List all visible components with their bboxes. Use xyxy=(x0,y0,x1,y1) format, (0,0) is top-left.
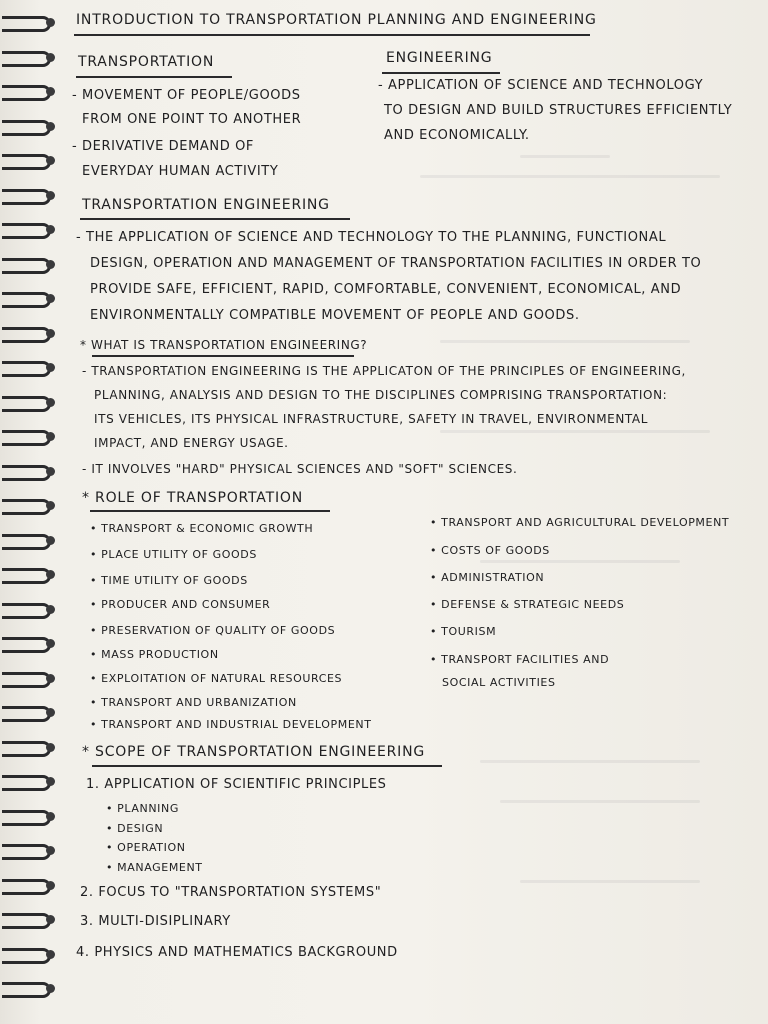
what-is-line: ITS VEHICLES, ITS PHYSICAL INFRASTRUCTURE, SAFETY IN TRAVEL, ENVIRONMENTAL xyxy=(94,412,649,426)
spiral-coil xyxy=(2,704,54,722)
scope-item: 1. APPLICATION OF SCIENTIFIC PRINCIPLES xyxy=(86,777,387,792)
spiral-coil xyxy=(2,14,54,32)
what-is-line: - IT INVOLVES "HARD" PHYSICAL SCIENCES AND "SOFT" SCIENCES. xyxy=(82,462,518,476)
what-is-underline xyxy=(92,355,354,357)
spiral-coil xyxy=(2,118,54,136)
scope-underline xyxy=(92,765,442,767)
spiral-coil xyxy=(2,394,54,412)
role-item: • EXPLOITATION OF NATURAL RESOURCES xyxy=(90,672,343,685)
te-line: - THE APPLICATION OF SCIENCE AND TECHNOLOGY TO THE PLANNING, FUNCTIONAL xyxy=(76,230,667,245)
spiral-coil xyxy=(2,877,54,895)
spiral-coil xyxy=(2,463,54,481)
spiral-coil xyxy=(2,290,54,308)
spiral-coil xyxy=(2,497,54,515)
transportation-engineering-heading: TRANSPORTATION ENGINEERING xyxy=(82,197,330,213)
role-item: • TRANSPORT AND AGRICULTURAL DEVELOPMENT xyxy=(430,516,730,529)
role-item: • TRANSPORT AND URBANIZATION xyxy=(90,696,297,709)
spiral-coil xyxy=(2,670,54,688)
scope-sub-item: • MANAGEMENT xyxy=(106,861,203,874)
spiral-binding xyxy=(0,0,62,1024)
scope-heading: * SCOPE OF TRANSPORTATION ENGINEERING xyxy=(82,744,426,760)
spiral-coil xyxy=(2,980,54,998)
transportation-point: - MOVEMENT OF PEOPLE/GOODS xyxy=(72,88,301,103)
spiral-coil xyxy=(2,739,54,757)
scope-sub-item: • PLANNING xyxy=(106,802,179,815)
spiral-coil xyxy=(2,635,54,653)
role-item: • TRANSPORT AND INDUSTRIAL DEVELOPMENT xyxy=(90,718,372,731)
what-is-line: - TRANSPORTATION ENGINEERING IS THE APPLICATON OF THE PRINCIPLES OF ENGINEERING, xyxy=(82,364,686,378)
page-title: INTRODUCTION TO TRANSPORTATION PLANNING AND ENGINEERING xyxy=(76,12,597,28)
role-item: • PLACE UTILITY OF GOODS xyxy=(90,548,257,561)
engineering-heading: ENGINEERING xyxy=(386,50,493,66)
transportation-underline xyxy=(76,76,232,78)
te-underline xyxy=(80,218,350,220)
engineering-underline xyxy=(382,72,500,74)
transportation-point: - DERIVATIVE DEMAND OF xyxy=(72,139,254,154)
spiral-coil xyxy=(2,601,54,619)
role-heading: * ROLE OF TRANSPORTATION xyxy=(82,490,303,506)
spiral-coil xyxy=(2,221,54,239)
role-item: • TIME UTILITY OF GOODS xyxy=(90,574,248,587)
role-item: SOCIAL ACTIVITIES xyxy=(442,676,556,689)
scope-item: 2. FOCUS TO "TRANSPORTATION SYSTEMS" xyxy=(80,885,382,900)
engineering-point: TO DESIGN AND BUILD STRUCTURES EFFICIENTLY xyxy=(384,103,733,118)
spiral-coil xyxy=(2,532,54,550)
role-item: • DEFENSE & STRATEGIC NEEDS xyxy=(430,598,625,611)
scope-item: 3. MULTI-DISIPLINARY xyxy=(80,914,231,929)
transportation-heading: TRANSPORTATION xyxy=(78,54,215,70)
transportation-point: EVERYDAY HUMAN ACTIVITY xyxy=(82,164,279,179)
spiral-coil xyxy=(2,152,54,170)
what-is-heading: * WHAT IS TRANSPORTATION ENGINEERING? xyxy=(80,338,368,352)
spiral-coil xyxy=(2,808,54,826)
spiral-coil xyxy=(2,325,54,343)
spiral-coil xyxy=(2,773,54,791)
te-line: PROVIDE SAFE, EFFICIENT, RAPID, COMFORTABLE, CONVENIENT, ECONOMICAL, AND xyxy=(90,282,682,297)
role-item: • MASS PRODUCTION xyxy=(90,648,219,661)
spiral-coil xyxy=(2,187,54,205)
role-item: • COSTS OF GOODS xyxy=(430,544,550,557)
spiral-coil xyxy=(2,49,54,67)
scope-item: 4. PHYSICS AND MATHEMATICS BACKGROUND xyxy=(76,945,398,960)
title-underline xyxy=(74,34,590,36)
role-item: • TRANSPORT FACILITIES AND xyxy=(430,653,610,666)
spiral-coil xyxy=(2,256,54,274)
spiral-coil xyxy=(2,946,54,964)
role-underline xyxy=(90,510,330,512)
te-line: ENVIRONMENTALLY COMPATIBLE MOVEMENT OF PEOPLE AND GOODS. xyxy=(90,308,580,323)
spiral-coil xyxy=(2,842,54,860)
scope-sub-item: • OPERATION xyxy=(106,841,186,854)
what-is-line: PLANNING, ANALYSIS AND DESIGN TO THE DISCIPLINES COMPRISING TRANSPORTATION: xyxy=(94,388,668,402)
spiral-coil xyxy=(2,428,54,446)
role-item: • ADMINISTRATION xyxy=(430,571,545,584)
role-item: • PRESERVATION OF QUALITY OF GOODS xyxy=(90,624,336,637)
transportation-point: FROM ONE POINT TO ANOTHER xyxy=(82,112,302,127)
spiral-coil xyxy=(2,83,54,101)
spiral-coil xyxy=(2,359,54,377)
role-item: • PRODUCER AND CONSUMER xyxy=(90,598,271,611)
engineering-point: AND ECONOMICALLY. xyxy=(384,128,530,143)
role-item: • TOURISM xyxy=(430,625,497,638)
spiral-coil xyxy=(2,566,54,584)
scope-sub-item: • DESIGN xyxy=(106,822,164,835)
te-line: DESIGN, OPERATION AND MANAGEMENT OF TRANSPORTATION FACILITIES IN ORDER TO xyxy=(90,256,702,271)
what-is-line: IMPACT, AND ENERGY USAGE. xyxy=(94,436,289,450)
spiral-coil xyxy=(2,911,54,929)
role-item: • TRANSPORT & ECONOMIC GROWTH xyxy=(90,522,314,535)
engineering-point: - APPLICATION OF SCIENCE AND TECHNOLOGY xyxy=(378,78,704,93)
